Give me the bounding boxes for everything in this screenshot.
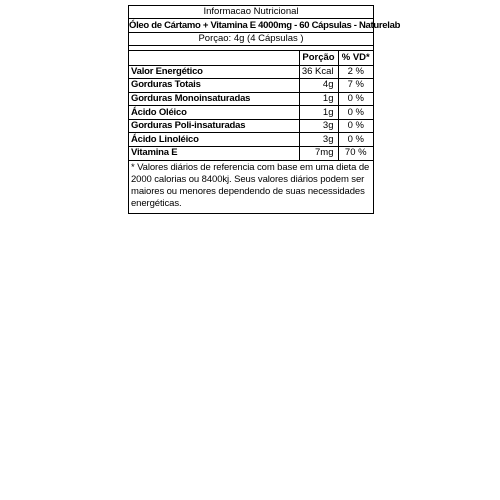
nutrient-vd: 0 % (338, 92, 373, 106)
nutrient-name: Gorduras Poli-insaturadas (129, 119, 299, 133)
table-row (129, 65, 373, 79)
nutrient-vd: 2 % (338, 65, 373, 79)
nutrition-facts-table (128, 5, 401, 214)
nutrient-vd: 0 % (338, 106, 373, 120)
table-row (129, 119, 373, 133)
nutrient-vd: 0 % (338, 119, 373, 133)
nutrient-vd: 7 % (338, 79, 373, 93)
product-name: Óleo de Cártamo + Vitamina E 4000mg - 60 Cápsulas - Naturelab (129, 20, 401, 31)
nutrient-vd: 70 % (338, 147, 373, 161)
table-row (129, 133, 373, 147)
footnote: * Valores diários de referencia com base em uma dieta de 2000 calorias ou 8400kj. Seus valores diários podem ser maiores ou menores dependendo de suas necessidades energéticas. (131, 161, 370, 209)
nutrient-name: Gorduras Totais (129, 79, 299, 93)
nutrient-amount: 1g (299, 92, 338, 106)
nutrients-grid (129, 51, 373, 161)
nutrient-amount: 36 Kcal (299, 65, 338, 79)
nutrient-amount: 7mg (299, 147, 338, 161)
nutrient-name: Ácido Oléico (129, 106, 299, 120)
nutrient-amount: 1g (299, 106, 338, 120)
portion-column-header: Porção (299, 51, 338, 65)
table-title: Informacao Nutricional (129, 6, 373, 19)
nutrient-amount: 3g (299, 119, 338, 133)
nutrient-amount: 4g (299, 79, 338, 93)
nutrient-name: Valor Energético (129, 65, 299, 79)
nutrient-name: Ácido Linoléico (129, 133, 299, 147)
table-row (129, 147, 373, 161)
nutrient-vd: 0 % (338, 133, 373, 147)
nutrient-amount: 3g (299, 133, 338, 147)
portion-size: Porçao: 4g (4 Cápsulas ) (129, 33, 373, 46)
column-header-row (129, 51, 373, 65)
table-row (129, 92, 373, 106)
nutrient-column-header (129, 51, 299, 65)
table-row (129, 106, 373, 120)
nutrient-name: Gorduras Monoinsaturadas (129, 92, 299, 106)
nutrient-name: Vitamina E (129, 147, 299, 161)
table-row (129, 79, 373, 93)
vd-column-header: % VD* (338, 51, 373, 65)
